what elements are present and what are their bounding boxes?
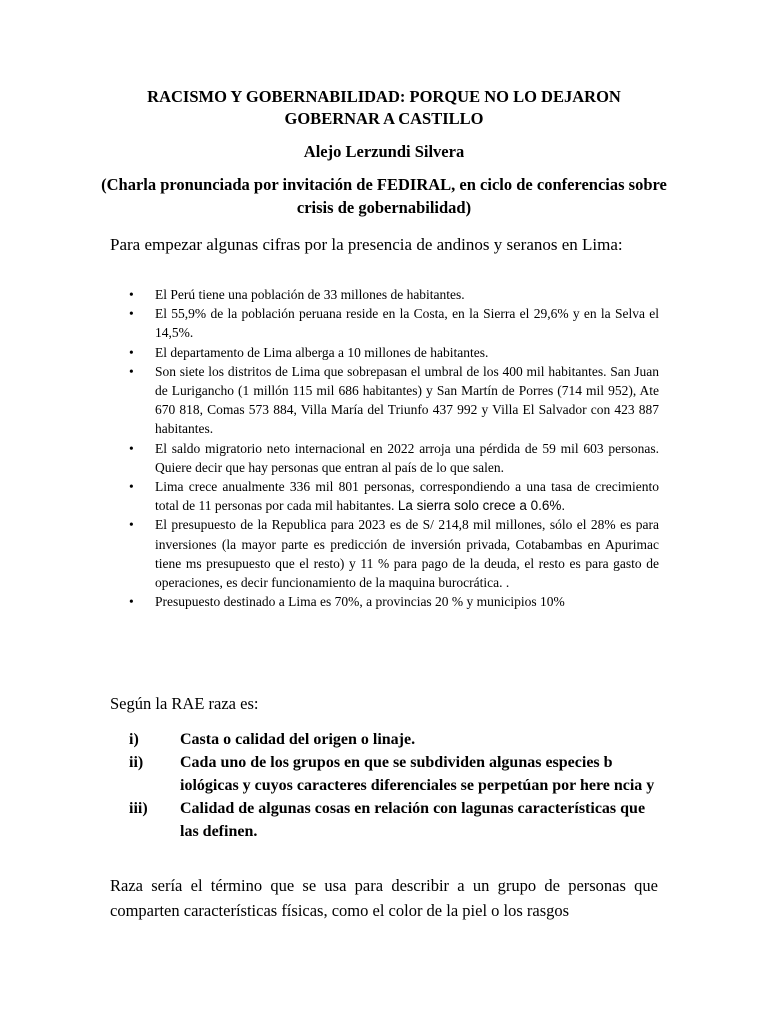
list-item-text: El presupuesto de la Republica para 2023 es de S/ 214,8 mil millones, sólo el 28% es para inversiones (la mayor parte es predicción de inversión privada, Cotabambas en Apurimac tiene ms presupuesto que el resto) y 11 % para pago de la deuda, el resto es para gasto de operaciones, es decir funcionamiento de la maquina burocrática. .	[155, 517, 659, 591]
definition-text: Calidad de algunas cosas en relación con lagunas características que las definen.	[180, 800, 646, 840]
list-item	[129, 343, 659, 362]
list-item	[129, 285, 659, 304]
list-item	[129, 439, 659, 477]
closing-paragraph: Raza sería el término que se usa para describir a un grupo de personas que comparten características físicas, como el color de la piel o los rasgos	[110, 876, 658, 920]
list-item-text: El 55,9% de la población peruana reside en la Costa, en la Sierra el 29,6% y en la Selva el 14,5%.	[155, 306, 659, 341]
list-item	[129, 515, 659, 592]
rae-heading: Según la RAE raza es:	[110, 694, 259, 713]
definition-text: Casta o calidad del origen o linaje.	[180, 731, 416, 748]
list-item-text: Presupuesto destinado a Lima es 70%, a provincias 20 % y municipios 10%	[155, 594, 565, 610]
definition-text: Cada uno de los grupos en que se subdividen algunas especies b iológicas y cuyos caracteres diferenciales se perpetúan por here ncia y	[180, 754, 655, 794]
definition-number: i)	[129, 731, 139, 748]
bullet-icon: •	[129, 287, 134, 302]
bullet-icon: •	[129, 517, 134, 533]
intro-paragraph: Para empezar algunas cifras por la presencia de andinos y seranos en Lima:	[110, 235, 623, 254]
definition-item	[129, 728, 659, 751]
list-item	[129, 477, 659, 515]
bullet-icon: •	[129, 440, 134, 456]
document-title: RACISMO Y GOBERNABILIDAD: PORQUE NO LO DEJARON GOBERNAR A CASTILLO	[147, 87, 621, 128]
list-item-text-extra: La sierra solo crece a 0.6%.	[397, 498, 566, 514]
list-item	[129, 304, 659, 342]
document-subtitle: (Charla pronunciada por invitación de FEDIRAL, en ciclo de conferencias sobre crisis de gobernabilidad)	[101, 175, 667, 217]
list-item-text: El saldo migratorio neto internacional en 2022 arroja una pérdida de 59 mil 603 personas. Quiere decir que hay personas que entran al país de lo que salen.	[155, 440, 659, 475]
bullet-icon: •	[129, 479, 134, 495]
bullet-icon: •	[129, 306, 134, 322]
list-item	[129, 362, 659, 439]
definition-item	[129, 751, 659, 797]
definition-number: iii)	[129, 800, 148, 817]
definition-number: ii)	[129, 754, 144, 771]
list-item-text: El Perú tiene una población de 33 millones de habitantes.	[155, 287, 465, 302]
list-item-text: El departamento de Lima alberga a 10 millones de habitantes.	[155, 344, 489, 360]
statistics-list	[129, 285, 659, 611]
definitions-list	[129, 728, 659, 843]
list-item	[129, 592, 659, 611]
list-item-text: Son siete los distritos de Lima que sobrepasan el umbral de los 400 mil habitantes. San Juan de Lurigancho (1 millón 115 mil 686 habitantes) y San Martín de Porres (714 mil 952), Ate 670 818, Comas 573 884, Villa María del Triunfo 437 992 y Villa El Salvador con 423 887 habitantes.	[155, 363, 659, 437]
bullet-icon: •	[129, 344, 134, 360]
list-item-text: Lima crece anualmente 336 mil 801 personas, correspondiendo a una tasa de crecimiento total de 11 personas por cada mil habitantes.	[155, 479, 659, 514]
bullet-icon: •	[129, 594, 134, 610]
author-name: Alejo Lerzundi Silvera	[303, 142, 465, 161]
bullet-icon: •	[129, 363, 134, 379]
definition-item	[129, 797, 659, 843]
